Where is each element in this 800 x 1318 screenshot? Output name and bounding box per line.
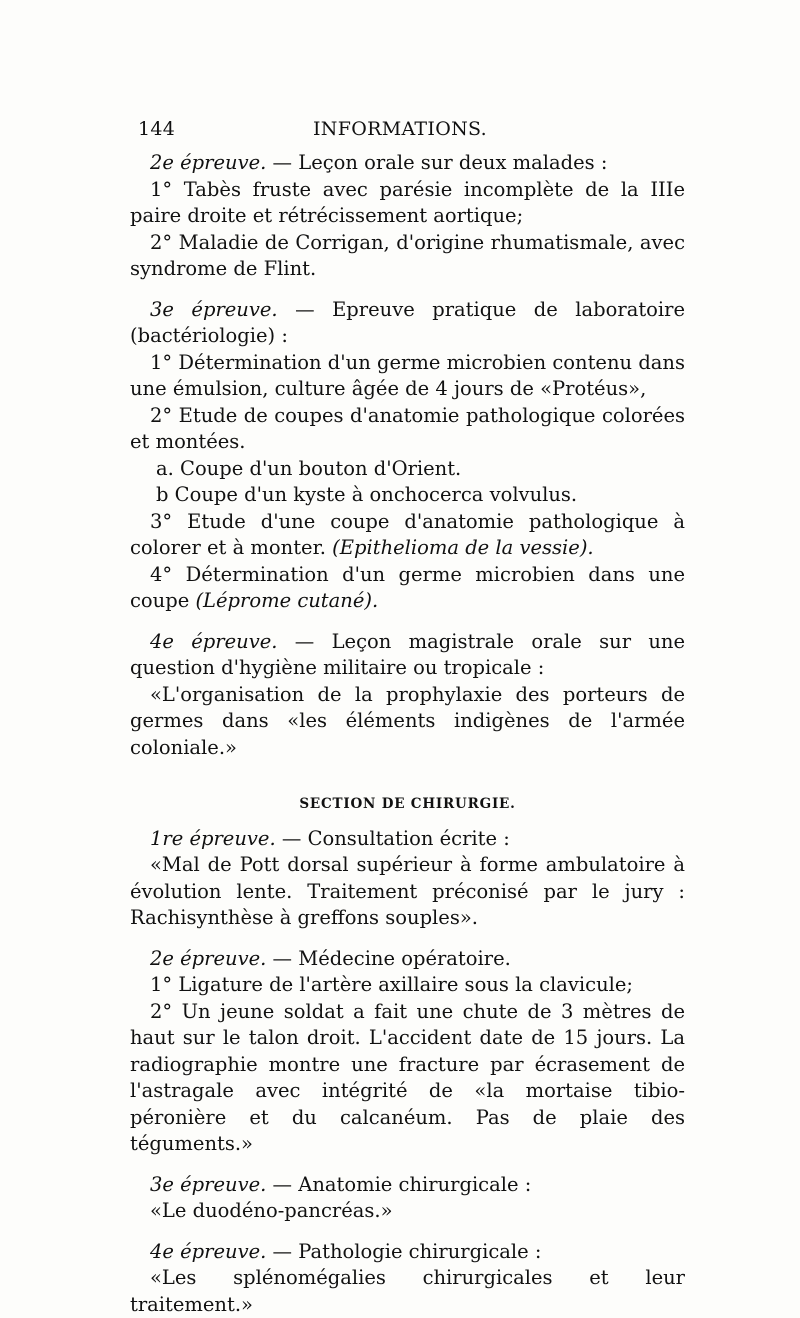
list-item: 2° Maladie de Corrigan, d'origine rhumatismale, avec syndrome de Flint. — [130, 230, 685, 280]
list-item: 1° Ligature de l'artère axillaire sous la clavicule; — [150, 973, 633, 996]
list-item — [130, 562, 685, 615]
quote: «Les splénomégalies chirurgicales et leur traitement.» — [130, 1266, 685, 1316]
sub-item: b Coupe d'un kyste à onchocerca volvulus. — [156, 483, 578, 506]
epreuve-label: 2e épreuve. — [150, 946, 267, 970]
epreuve-label: 4e épreuve. — [150, 1239, 267, 1263]
quote: «Le duodéno-pancréas.» — [150, 1199, 393, 1222]
list-item — [130, 509, 685, 562]
quote: «L'organisation de la prophylaxie des porteurs de germes dans «les éléments indigènes de l'armée coloniale.» — [130, 682, 685, 759]
page-number: 144 — [138, 118, 176, 140]
epreuve-label: 2e épreuve. — [150, 151, 267, 174]
epreuve-label: 3e épreuve. — [150, 1172, 267, 1196]
epreuve-text: — Médecine opératoire. — [266, 946, 511, 970]
list-item: 1° Tabès fruste avec parésie incomplète de la IIIe paire droite et rétrécissement aortique; — [130, 177, 685, 227]
running-title: INFORMATIONS. — [313, 118, 487, 140]
list-item: 2° Un jeune soldat a fait une chute de 3 mètres de haut sur le talon droit. L'accident date de 15 jours. La radiographie montre une fracture par écrasement de l'astragale avec intégrité de «la mortaise tibio-péronière et du calcanéum. Pas de plaie des téguments.» — [130, 999, 685, 1155]
epreuve-paragraph — [130, 826, 685, 853]
list-item: 2° Etude de coupes d'anatomie pathologique colorées et montées. — [130, 403, 685, 453]
epreuve-paragraph — [130, 1172, 685, 1199]
epreuve-paragraph — [130, 297, 685, 350]
list-item-text: 4° Détermination d'un germe microbien dans une coupe — [130, 562, 685, 612]
list-item-italic: (Epithelioma de la vessie). — [332, 536, 594, 559]
page-header — [120, 118, 680, 144]
epreuve-paragraph — [130, 150, 685, 177]
sub-item: a. Coupe d'un bouton d'Orient. — [156, 456, 462, 480]
list-item: 1° Détermination d'un germe microbien contenu dans une émulsion, culture âgée de 4 jours de «Protéus», — [130, 350, 685, 400]
epreuve-paragraph — [130, 946, 685, 973]
quote: «Mal de Pott dorsal supérieur à forme ambulatoire à évolution lente. Traitement préconisé par le jury : Rachisynthèse à greffons souples». — [130, 853, 685, 929]
section-heading: SECTION DE CHIRURGIE. — [299, 796, 516, 812]
epreuve-text: — Anatomie chirurgicale : — [266, 1172, 532, 1196]
page-body — [130, 150, 685, 1318]
epreuve-text: — Pathologie chirurgicale : — [266, 1239, 542, 1263]
epreuve-label: 3e épreuve. — [150, 297, 278, 321]
epreuve-text: — Epreuve pratique de laboratoire (bactériologie) : — [130, 297, 686, 347]
list-item-italic: (Lépromе cutané). — [195, 589, 379, 612]
epreuve-paragraph — [130, 1239, 685, 1266]
epreuve-paragraph — [130, 629, 685, 682]
epreuve-label: 1re épreuve. — [150, 826, 276, 850]
epreuve-label: 4e épreuve. — [150, 629, 278, 653]
epreuve-text: — Leçon orale sur deux malades : — [266, 151, 608, 174]
epreuve-text: — Leçon magistrale orale sur une question d'hygiène militaire ou tropicale : — [130, 629, 686, 679]
list-item-text: 3° Etude d'une coupe d'anatomie pathologique à colorer et à monter. — [130, 509, 685, 559]
epreuve-text: — Consultation écrite : — [275, 826, 510, 850]
